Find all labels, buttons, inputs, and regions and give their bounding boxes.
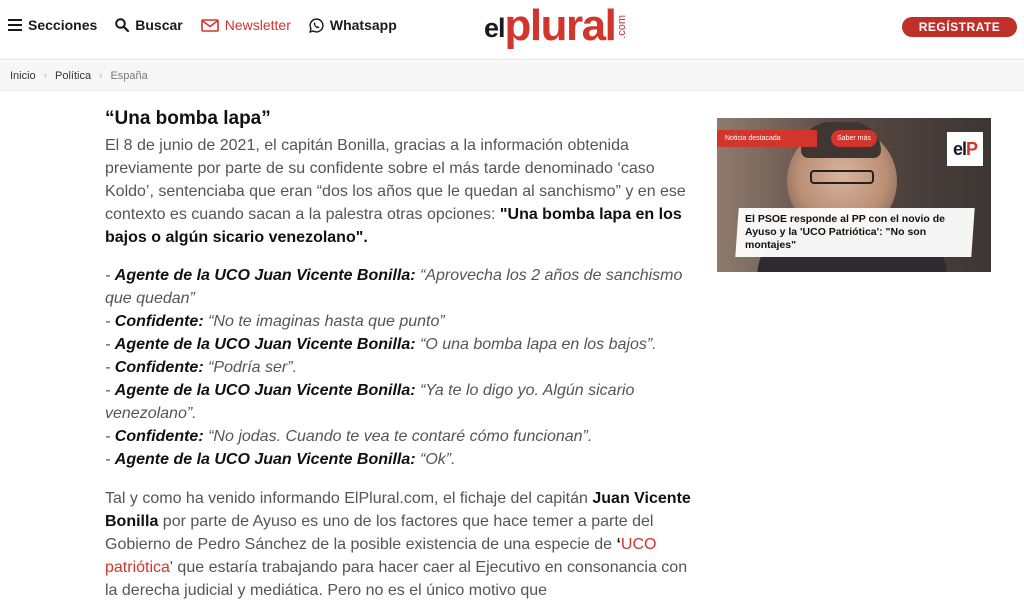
dialogue-prefix: - <box>105 451 115 468</box>
dialogue-quote: “O una bomba lapa en los bajos”. <box>415 336 657 353</box>
chevron-right-icon: › <box>99 70 103 81</box>
uco-patriotica-link[interactable]: UCO patriótica <box>105 536 657 576</box>
article-paragraph <box>105 134 695 249</box>
whatsapp-link[interactable] <box>309 17 397 33</box>
breadcrumb-politica[interactable]: Política <box>55 69 92 82</box>
article-paragraph-2 <box>105 487 695 601</box>
dialogue-prefix: - <box>105 267 115 284</box>
header-nav <box>8 14 415 36</box>
paragraph-text: ' que estaría trabajando para hacer caer al Ejecutivo en consonancia con la derecha judicial y mediática. Pero no es el único motivo que <box>105 559 688 599</box>
paragraph-bold-text: "Una bomba lapa en los bajos o algún sicario venezolano". <box>105 206 682 246</box>
dialogue-line <box>105 379 695 425</box>
breadcrumb-home[interactable]: Inicio <box>10 69 36 82</box>
paragraph-bold-name: Juan Vicente Bonilla <box>105 490 691 530</box>
promo-logo <box>947 132 983 166</box>
dialogue-transcript <box>105 264 695 471</box>
promo-logo-el: el <box>952 138 966 159</box>
dialogue-line <box>105 333 695 356</box>
sections-menu-button[interactable] <box>8 17 97 33</box>
dialogue-prefix: - <box>105 382 115 399</box>
dialogue-prefix: - <box>105 359 115 376</box>
sections-label: Secciones <box>28 17 98 33</box>
dialogue-quote: “Podría ser”. <box>203 359 298 376</box>
paragraph-text: Tal y como ha venido informando ElPlural.com, el fichaje del capitán <box>105 490 593 507</box>
dialogue-quote: “Aprovecha los 2 años de sanchismo que quedan” <box>105 267 683 307</box>
featured-tag: Noticia destacada <box>717 130 817 147</box>
breadcrumb-espana: España <box>110 69 148 82</box>
dialogue-speaker: Confidente: <box>114 359 204 376</box>
read-more-button[interactable]: Saber más <box>831 130 877 147</box>
site-logo[interactable] <box>484 1 629 56</box>
promo-headline-text: El PSOE responde al PP con el novio de Ayuso y la 'UCO Patriótica': "No son montajes" <box>745 213 945 251</box>
promo-headline[interactable] <box>735 208 974 257</box>
logo-com-text: .com <box>616 15 629 39</box>
dialogue-prefix: - <box>105 336 115 353</box>
dialogue-line <box>105 356 695 379</box>
paragraph-text: por parte de Ayuso es uno de los factores que hace temer a parte del Gobierno de Pedro Sánchez de la posible existencia de una especie de <box>105 513 654 553</box>
dialogue-quote: “No te imaginas hasta que punto” <box>203 313 445 330</box>
search-label: Buscar <box>135 17 183 33</box>
whatsapp-label: Whatsapp <box>329 17 397 33</box>
dialogue-quote: “Ok”. <box>415 451 456 468</box>
dialogue-speaker: Confidente: <box>114 313 204 330</box>
register-button[interactable]: REGÍSTRATE <box>902 17 1017 37</box>
site-header <box>0 0 1024 60</box>
whatsapp-icon <box>309 18 324 33</box>
dialogue-quote: “No jodas. Cuando te vea te contaré cómo funcionan”. <box>203 428 593 445</box>
dialogue-speaker: Agente de la UCO Juan Vicente Bonilla: <box>114 382 416 399</box>
paragraph-text: El 8 de junio de 2021, el capitán Bonilla, gracias a la información obtenida previamente por parte de su confidente sobre el más tarde denominado ‘caso Koldo’, sentenciaba que eran “dos los años que le quedan al sanchismo” y en ese contexto es cuando sacan a la palestra otras opciones: <box>105 137 686 223</box>
dialogue-line <box>105 264 695 310</box>
logo-el-text: el <box>484 13 505 43</box>
dialogue-quote: “Ya te lo digo yo. Algún sicario venezolano”. <box>105 382 635 422</box>
promo-logo-p: P <box>966 138 978 159</box>
dialogue-prefix: - <box>105 428 115 445</box>
search-button[interactable] <box>115 17 182 33</box>
featured-news-card[interactable] <box>717 118 991 272</box>
promo-photo-glasses <box>810 170 874 184</box>
search-icon <box>115 18 129 32</box>
breadcrumb <box>0 61 1024 91</box>
mail-icon <box>201 19 219 32</box>
dialogue-speaker: Agente de la UCO Juan Vicente Bonilla: <box>114 451 416 468</box>
dialogue-line <box>105 425 695 448</box>
chevron-right-icon: › <box>43 70 48 81</box>
newsletter-link[interactable] <box>201 17 291 33</box>
dialogue-line <box>105 310 695 333</box>
logo-plural-text: plural <box>504 1 616 50</box>
menu-icon <box>8 19 22 31</box>
paragraph-quote-mark: ‘ <box>616 536 621 553</box>
dialogue-line <box>105 448 695 471</box>
article-body <box>105 106 695 601</box>
dialogue-speaker: Agente de la UCO Juan Vicente Bonilla: <box>114 336 416 353</box>
article-subtitle: “Una bomba lapa” <box>105 108 271 129</box>
dialogue-speaker: Confidente: <box>114 428 204 445</box>
dialogue-speaker: Agente de la UCO Juan Vicente Bonilla: <box>114 267 416 284</box>
newsletter-label: Newsletter <box>224 17 291 33</box>
dialogue-prefix: - <box>105 313 115 330</box>
